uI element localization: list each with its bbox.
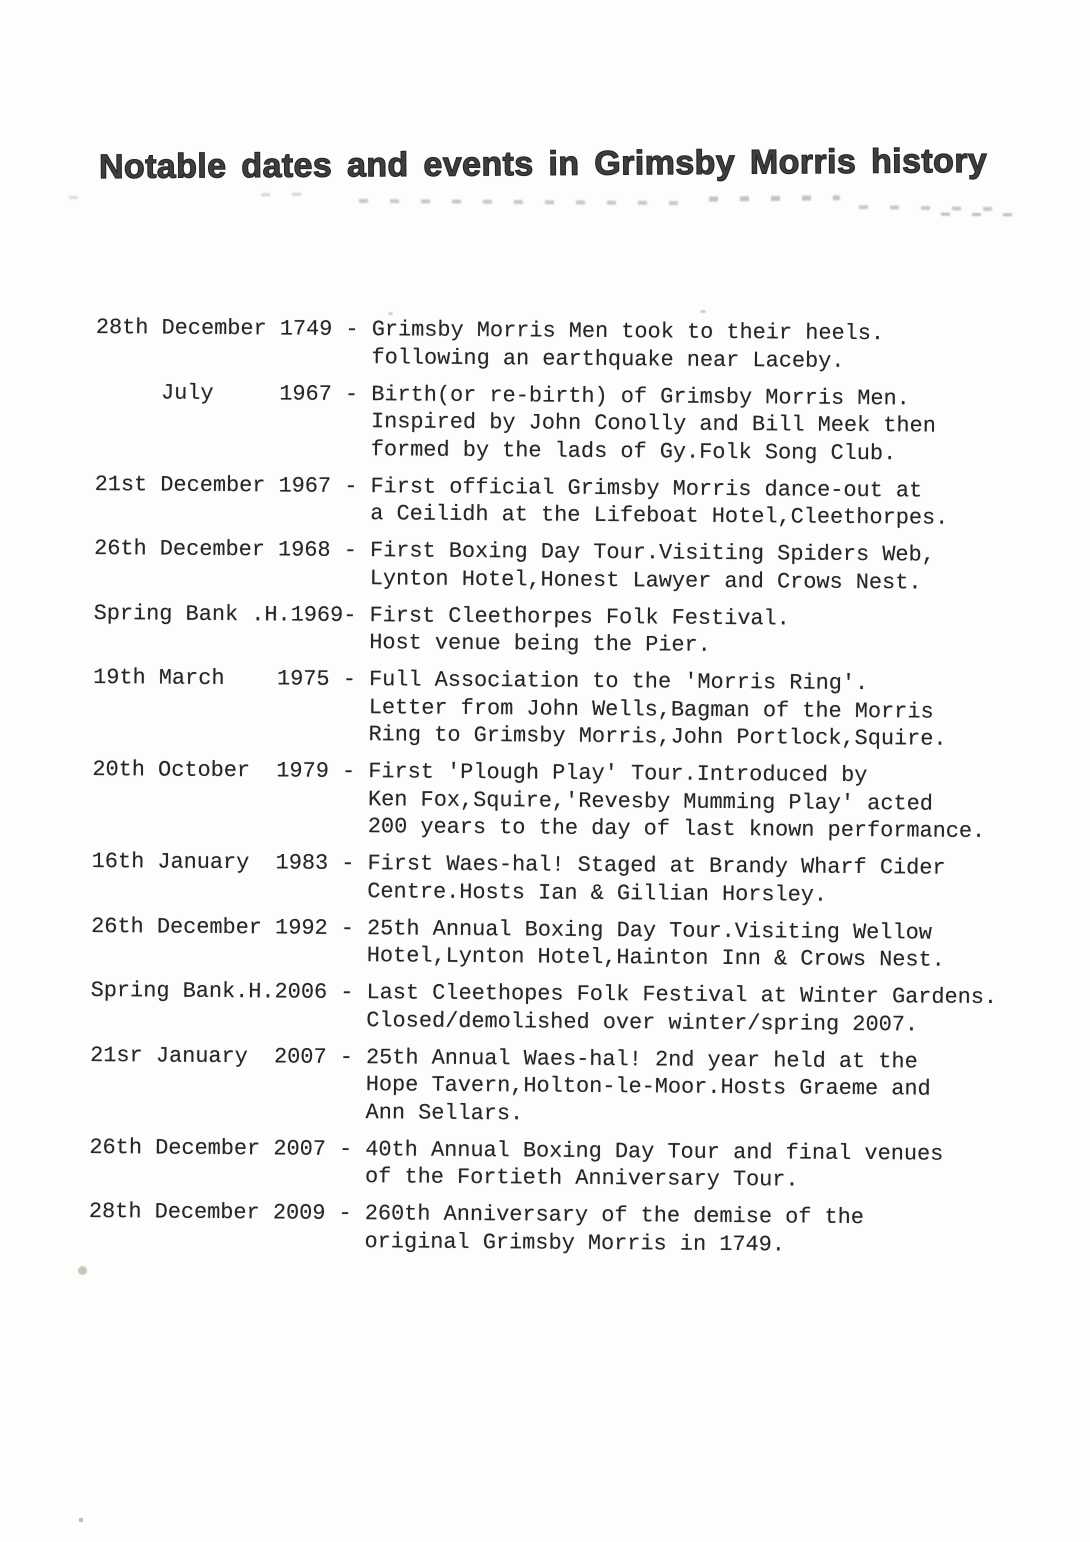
entry-dash: - bbox=[344, 473, 358, 499]
entry-date: 28th December 1749 bbox=[95, 314, 333, 342]
entry-description bbox=[368, 758, 1043, 846]
scan-smudge-segment bbox=[932, 213, 1020, 217]
entry-date: Spring Bank .H.1969 bbox=[93, 600, 344, 628]
entry-text-line: a Ceilidh at the Lifeboat Hotel,Cleethorpes. bbox=[370, 501, 949, 531]
entry-description bbox=[371, 381, 1046, 469]
entry-dash: - bbox=[339, 1044, 354, 1070]
scan-artifact-speck bbox=[700, 310, 706, 313]
entry-date: 19th March 1975 bbox=[93, 664, 330, 692]
entry-text-line: Last Cleethopes Folk Festival at Winter Gardens. bbox=[366, 980, 998, 1011]
entry-text-line: First official Grimsby Morris dance-out at bbox=[370, 473, 923, 503]
entry-text-line: formed by the lads of Gy.Folk Song Club. bbox=[370, 436, 897, 466]
scan-smudge-segment bbox=[60, 196, 78, 199]
entry-text-line: Ann Sellars. bbox=[365, 1099, 524, 1126]
entry-description bbox=[367, 850, 1042, 910]
scan-artifact-mark bbox=[79, 1518, 83, 1522]
entry-text-line: First Cleethorpes Folk Festival. bbox=[369, 602, 790, 631]
entry-description bbox=[365, 1136, 1040, 1196]
entry-text-line: Closed/demolished over winter/spring 2007. bbox=[366, 1007, 919, 1037]
entry-text-line: Full Association to the 'Morris Ring'. bbox=[368, 667, 869, 697]
entry-dash: - bbox=[342, 666, 356, 693]
entry-text-line: Letter from John Wells,Bagman of the Morris bbox=[368, 694, 934, 725]
entry-text-line: First Waes-hal! Staged at Brandy Wharf Cider bbox=[367, 851, 946, 881]
entry-date: 26th December 2007 bbox=[89, 1134, 327, 1162]
entry-text-line: original Grimsby Morris in 1749. bbox=[364, 1228, 786, 1257]
entry-text-line: Birth(or re-birth) of Grimsby Morris Men. bbox=[371, 381, 910, 411]
entry-dash: - bbox=[338, 1136, 353, 1162]
timeline-entry bbox=[91, 912, 1041, 974]
timeline-entry bbox=[94, 535, 1044, 597]
entry-dash: - bbox=[341, 850, 355, 877]
timeline-entry bbox=[90, 1041, 1041, 1131]
entry-text-line: Ken Fox,Squire,'Revesby Mumming Play' acted bbox=[367, 786, 934, 817]
entry-description bbox=[371, 316, 1046, 376]
entry-description bbox=[367, 915, 1042, 975]
timeline-entry bbox=[92, 756, 1043, 846]
timeline-entry bbox=[93, 599, 1043, 661]
timeline-entry bbox=[94, 470, 1044, 532]
entry-date: July 1967 bbox=[95, 379, 332, 407]
entry-date: 16th January 1983 bbox=[91, 848, 329, 876]
entry-description bbox=[364, 1200, 1039, 1260]
entry-description bbox=[366, 979, 1041, 1039]
entry-text-line: Inspired by John Conolly and Bill Meek then bbox=[370, 409, 936, 439]
entry-text-line: following an earthquake near Laceby. bbox=[371, 344, 845, 374]
entry-description bbox=[365, 1044, 1040, 1132]
entry-text-line: Host venue being the Pier. bbox=[369, 630, 711, 658]
entry-dash: - bbox=[341, 758, 356, 785]
timeline-entry bbox=[96, 314, 1046, 376]
scan-smudge-segment bbox=[700, 195, 840, 201]
timeline-entry bbox=[89, 1198, 1039, 1260]
entry-description bbox=[370, 537, 1045, 597]
entry-description bbox=[369, 602, 1044, 662]
entry-date: 21sr January 2007 bbox=[90, 1042, 327, 1070]
entry-date: 26th December 1992 bbox=[91, 913, 328, 941]
scan-smudge-segment bbox=[850, 205, 1000, 211]
entry-description bbox=[368, 666, 1043, 754]
entry-dash: - bbox=[343, 537, 357, 564]
entry-text-line: 25th Annual Waes-hal! 2nd year held at the bbox=[365, 1044, 918, 1074]
entry-text-line: Hotel,Lynton Hotel,Hainton Inn & Crows Nest. bbox=[366, 943, 945, 973]
timeline-entry bbox=[90, 977, 1040, 1039]
timeline-entry bbox=[93, 664, 1044, 754]
scan-artifact-dot bbox=[78, 1266, 87, 1275]
entry-date: Spring Bank.H.2006 bbox=[90, 977, 328, 1005]
entry-date: 21st December 1967 bbox=[94, 471, 332, 499]
entry-text-line: Ring to Grimsby Morris,John Portlock,Squire. bbox=[368, 722, 947, 752]
entry-text-line: 200 years to the day of last known performance. bbox=[367, 814, 986, 844]
document-title: Notable dates and events in Grimsby Morris history bbox=[98, 141, 988, 187]
entry-text-line: 25th Annual Boxing Day Tour.Visiting Wellow bbox=[366, 915, 933, 946]
entry-text-line: Lynton Hotel,Honest Lawyer and Crows Nest. bbox=[369, 565, 922, 595]
entry-date: 26th December 1968 bbox=[94, 535, 331, 563]
entry-text-line: of the Fortieth Anniversary Tour. bbox=[364, 1164, 799, 1193]
scan-smudge-segment bbox=[252, 193, 312, 197]
entry-text-line: Centre.Hosts Ian & Gillian Horsley. bbox=[367, 878, 828, 908]
timeline-entry bbox=[89, 1133, 1039, 1195]
entry-dash: - bbox=[338, 1200, 352, 1227]
timeline-entry bbox=[95, 378, 1046, 468]
entry-text-line: 260th Anniversary of the demise of the bbox=[364, 1201, 865, 1231]
entry-date: 20th October 1979 bbox=[92, 756, 329, 784]
entry-text-line: Grimsby Morris Men took to their heels. bbox=[371, 317, 885, 347]
entry-text-line: First Boxing Day Tour.Visiting Spiders Web, bbox=[369, 538, 935, 568]
scan-artifact-speck bbox=[710, 1020, 714, 1023]
scan-smudge-segment bbox=[350, 199, 680, 205]
entry-dash: - bbox=[340, 979, 354, 1006]
scan-artifact-speck bbox=[565, 648, 569, 652]
timeline-entry bbox=[91, 848, 1041, 910]
timeline-entries bbox=[89, 314, 1046, 1270]
entry-dash: - bbox=[345, 316, 359, 343]
entry-text-line: 40th Annual Boxing Day Tour and final venues bbox=[365, 1136, 944, 1167]
entry-description bbox=[370, 473, 1045, 533]
entry-text-line: First 'Plough Play' Tour.Introduced by bbox=[368, 759, 868, 789]
entry-dash: - bbox=[340, 915, 355, 941]
entry-dash: - bbox=[343, 602, 357, 628]
entry-dash: - bbox=[344, 381, 359, 407]
entry-text-line: Hope Tavern,Holton-le-Moor.Hosts Graeme and bbox=[365, 1072, 931, 1102]
scan-artifact-speck bbox=[388, 312, 393, 315]
entry-date: 28th December 2009 bbox=[88, 1198, 326, 1226]
